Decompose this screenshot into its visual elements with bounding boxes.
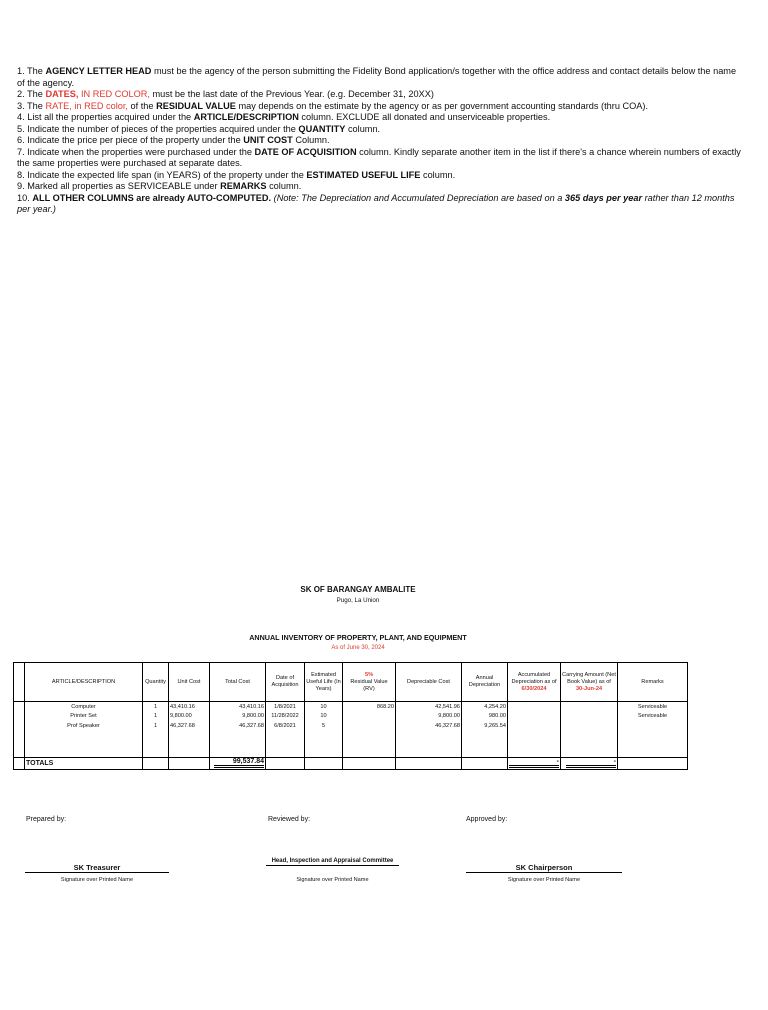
header-unit-cost: Unit Cost (169, 663, 210, 702)
cell-useful-life: 5 (305, 721, 343, 731)
instruction-8: 8. Indicate the expected life span (in YEARS) of the property under the ESTIMATED USEFUL LIFE column. (17, 169, 456, 180)
carrying-label: Carrying Amount (Net Book Value) as of (562, 671, 616, 685)
residual-rate: 5% (364, 671, 374, 678)
instruction-1: 1. The AGENCY LETTER HEAD must be the agency of the person submitting the Fidelity Bond application/s together with the office address and contact details below the name of the agency. (17, 66, 737, 88)
instruction-2: 2. The DATES, IN RED COLOR, must be the last date of the Previous Year. (e.g. December 31, 20XX) (17, 89, 434, 99)
cell-article: Computer (25, 702, 143, 712)
cell-annual-dep: 980.00 (462, 712, 508, 722)
totals-carrying (561, 757, 618, 769)
cell-unit-cost: 9,800.00 (169, 712, 210, 722)
cell-acc-dep (508, 712, 561, 722)
totals-total-cost-value: 99,537.84 (214, 758, 264, 768)
cell-annual-dep: 4,254.20 (462, 702, 508, 712)
totals-row (14, 757, 688, 769)
header-carrying-amount (561, 663, 618, 702)
cell-date: 6/8/2021 (266, 721, 305, 731)
cell-useful-life: 10 (305, 712, 343, 722)
cell-remarks: Serviceable (618, 712, 688, 722)
cell-quantity: 1 (143, 702, 169, 712)
cell-total-cost: 43,410.16 (210, 702, 266, 712)
cell-remarks: Serviceable (618, 702, 688, 712)
instruction-7: 7. Indicate when the properties were purchased under the DATE OF ACQUISITION column. Kindly separate another item in the list if there's a chance wherein numbers of exactly the same properties were purchased at separate dates. (17, 146, 741, 168)
cell-date: 11/28/2022 (266, 712, 305, 722)
cell-date: 1/8/2021 (266, 702, 305, 712)
cell-depreciable-cost: 46,327.68 (396, 721, 462, 731)
cell-residual: 868.20 (343, 702, 396, 712)
inventory-table (13, 662, 688, 770)
table-row (14, 702, 688, 712)
cell-carrying (561, 721, 618, 731)
instruction-10: 10. ALL OTHER COLUMNS are already AUTO-COMPUTED. (Note: The Depreciation and Accumulated Depreciation are based on a 365 days per year rather than 12 months per year.) (17, 192, 735, 214)
approved-by-name: SK Chairperson (466, 863, 622, 873)
instruction-3: 3. The RATE, in RED color, of the RESIDUAL VALUE may depends on the estimate by the agency or as per government accounting standards (thru COA). (17, 100, 649, 111)
acc-dep-date: 6/30/2024 (521, 685, 547, 692)
cell-quantity: 1 (143, 721, 169, 731)
cell-unit-cost: 43,410.16 (169, 702, 210, 712)
instruction-6: 6. Indicate the price per piece of the property under the UNIT COST Column. (17, 135, 330, 145)
cell-quantity: 1 (143, 712, 169, 722)
cell-acc-dep (508, 702, 561, 712)
table-row (14, 712, 688, 722)
prepared-by-caption: Signature over Printed Name (60, 877, 134, 883)
totals-carrying-value: - (566, 758, 616, 768)
report-title: ANNUAL INVENTORY OF PROPERTY, PLANT, AND EQUIPMENT (249, 633, 467, 642)
cell-residual (343, 721, 396, 731)
cell-depreciable-cost: 9,800.00 (396, 712, 462, 722)
header-article: ARTICLE/DESCRIPTION (25, 663, 143, 702)
totals-acc-dep-value: - (509, 758, 559, 768)
instruction-5: 5. Indicate the number of pieces of the properties acquired under the QUANTITY column. (17, 123, 381, 134)
carrying-date: 30-Jun-24 (575, 685, 603, 692)
cell-article: Prof Speaker (25, 721, 143, 731)
cell-carrying (561, 702, 618, 712)
header-useful-life: Estimated Useful Life (In Years) (305, 663, 343, 702)
instruction-4: 4. List all the properties acquired under the ARTICLE/DESCRIPTION column. EXCLUDE all donated and unserviceable properties. (17, 112, 551, 122)
cell-acc-dep (508, 721, 561, 731)
cell-residual (343, 712, 396, 722)
cell-depreciable-cost: 42,541.96 (396, 702, 462, 712)
header-accumulated-depreciation (508, 663, 561, 702)
cell-article: Printer Set (25, 712, 143, 722)
approved-by-caption: Signature over Printed Name (507, 877, 581, 883)
table-filler-row (14, 731, 688, 758)
header-depreciable-cost: Depreciable Cost (396, 663, 462, 702)
prepared-by-name: SK Treasurer (25, 863, 169, 873)
header-spacer (14, 663, 25, 702)
cell-carrying (561, 712, 618, 722)
instruction-9: 9. Marked all properties as SERVICEABLE under REMARKS column. (17, 181, 302, 191)
header-quantity: Quantity (143, 663, 169, 702)
table-row (14, 721, 688, 731)
report-as-of: As of June 30, 2024 (331, 645, 385, 651)
cell-useful-life: 10 (305, 702, 343, 712)
org-name: SK OF BARANGAY AMBALITE (300, 585, 416, 594)
cell-unit-cost: 46,327.68 (169, 721, 210, 731)
totals-total-cost (210, 757, 266, 769)
acc-dep-label: Accumulated Depreciation as of (511, 671, 557, 685)
cell-total-cost: 46,327.68 (210, 721, 266, 731)
header-date-acquisition: Date of Acquisition (266, 663, 305, 702)
cell-total-cost: 9,800.00 (210, 712, 266, 722)
reviewed-by-label: Reviewed by: (268, 816, 311, 823)
reviewed-by-name: Head, Inspection and Appraisal Committee (266, 858, 399, 866)
instructions-block (17, 66, 745, 216)
approved-by-label: Approved by: (466, 816, 508, 823)
prepared-by-label: Prepared by: (26, 816, 67, 823)
cell-annual-dep: 9,265.54 (462, 721, 508, 731)
header-annual-depreciation: Annual Depreciation (462, 663, 508, 702)
header-residual-value (343, 663, 396, 702)
header-total-cost: Total Cost (210, 663, 266, 702)
totals-acc-dep (508, 757, 561, 769)
reviewed-by-caption: Signature over Printed Name (296, 877, 369, 883)
totals-label: TOTALS (25, 757, 143, 769)
table-header-row (14, 663, 688, 702)
residual-label: Residual Value (RV) (350, 678, 388, 692)
org-location: Pugo, La Union (336, 597, 380, 604)
header-remarks: Remarks (618, 663, 688, 702)
cell-remarks (618, 721, 688, 731)
